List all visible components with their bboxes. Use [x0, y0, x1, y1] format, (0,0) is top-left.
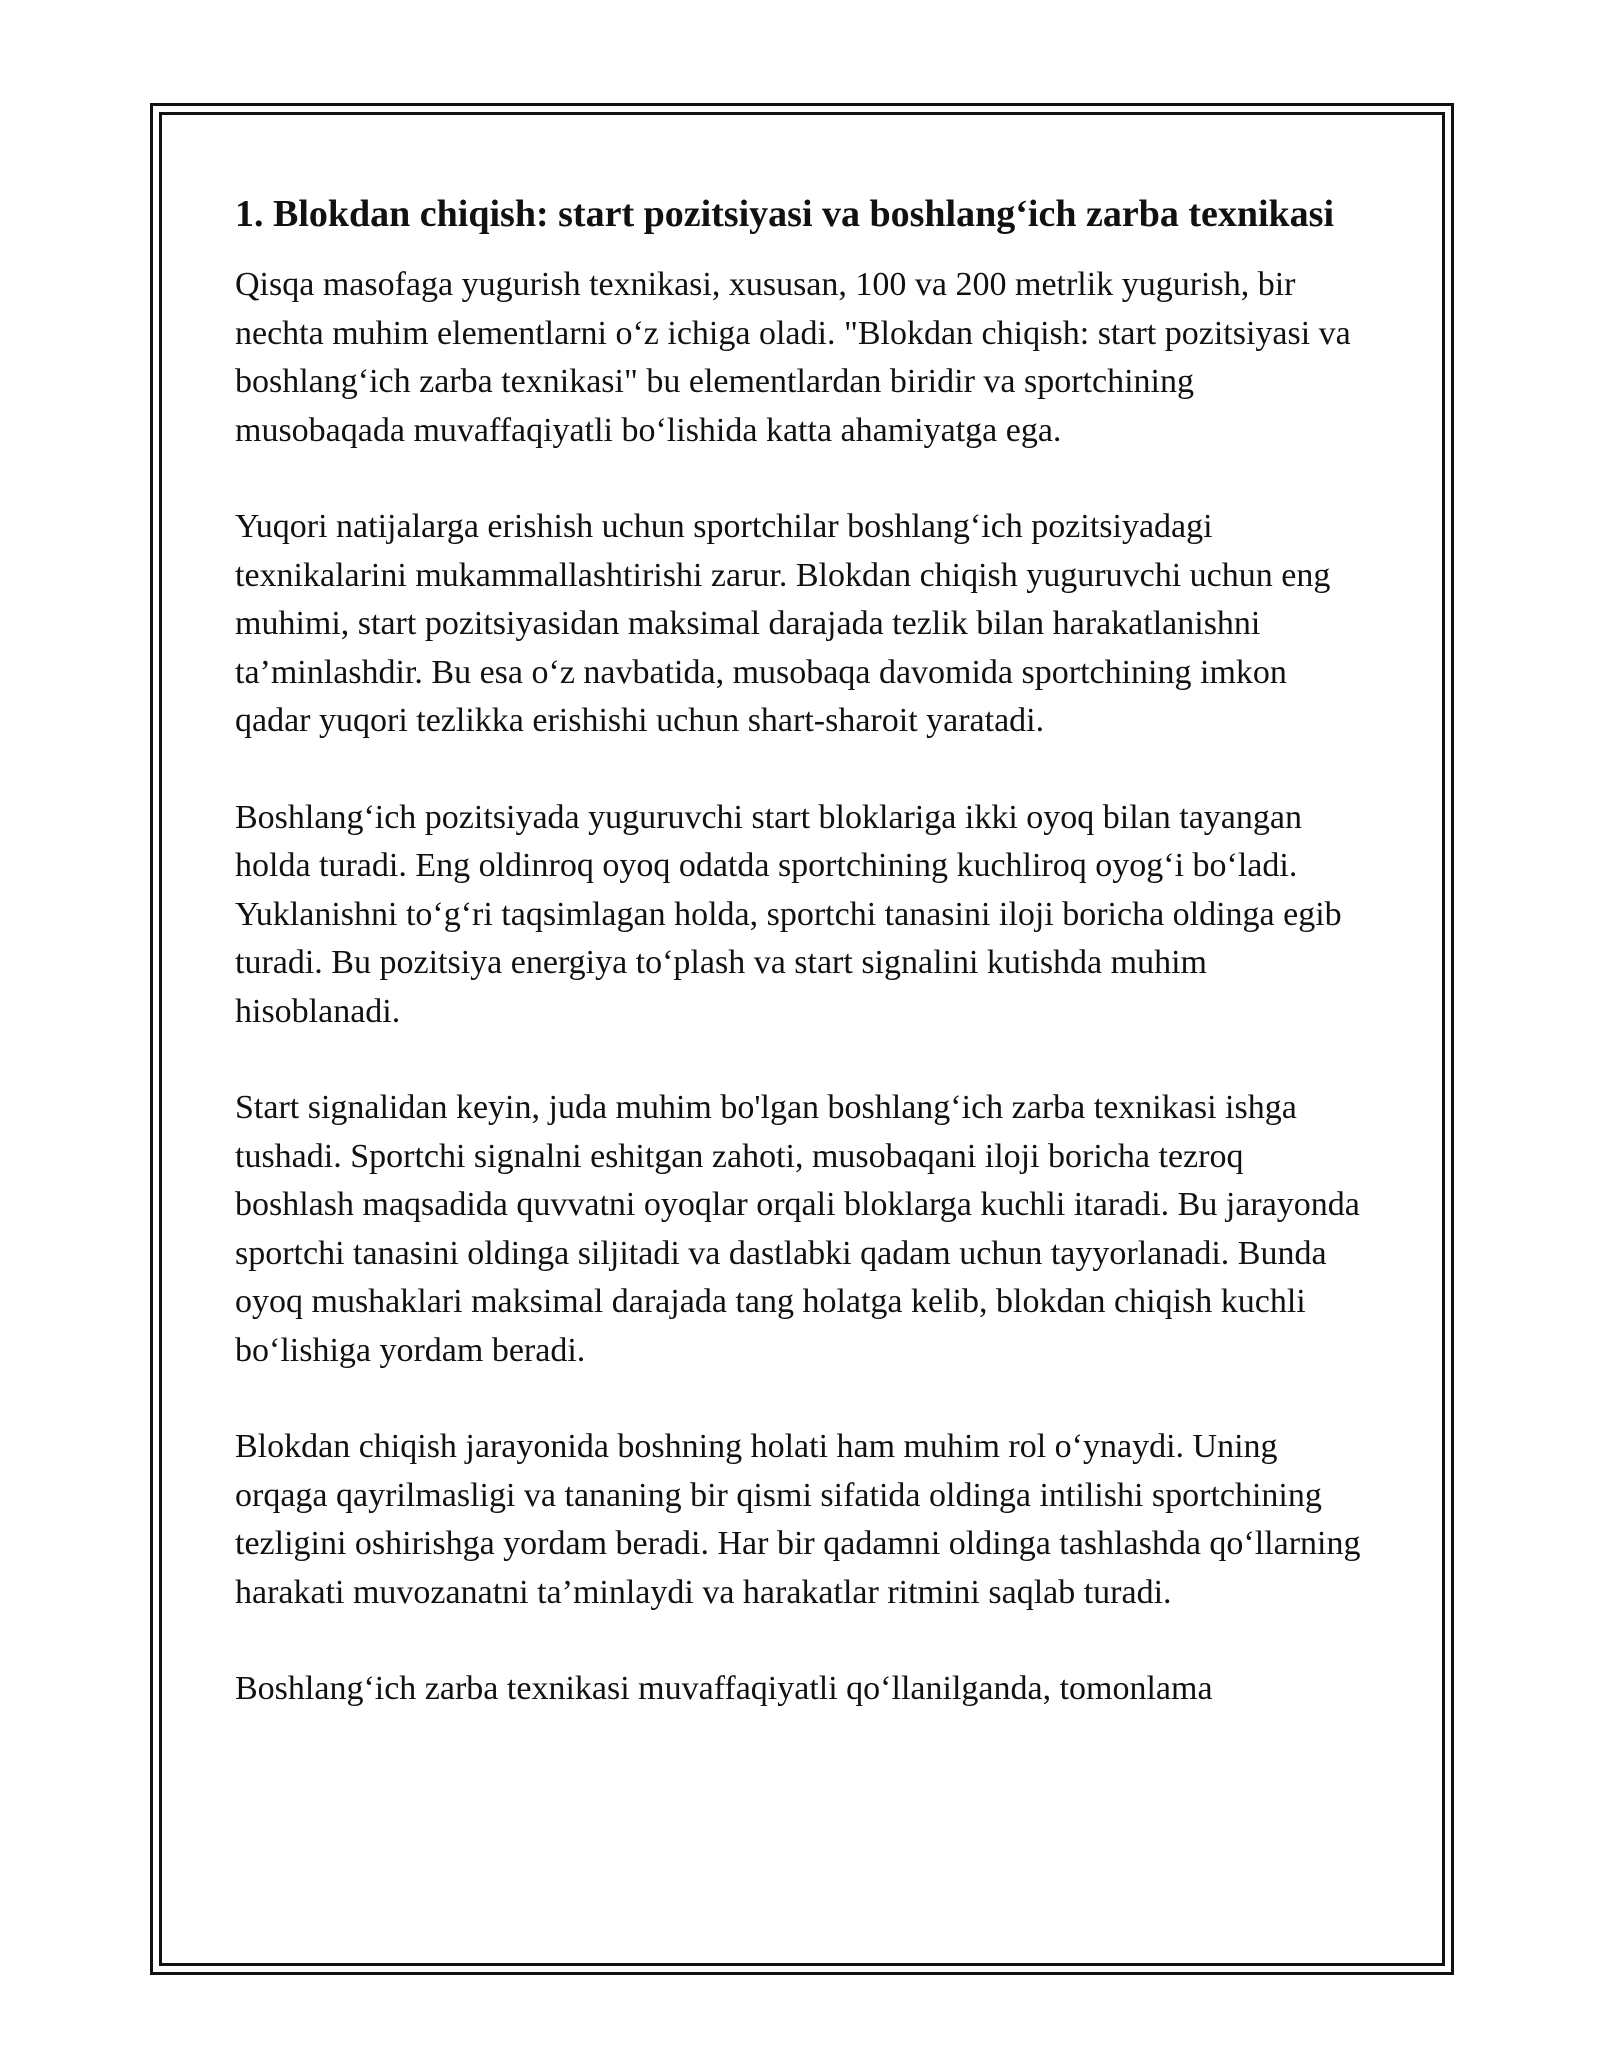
- document-body: [235, 188, 1370, 1762]
- paragraph-6: Boshlang‘ich zarba texnikasi muvaffaqiyatli qo‘llanilganda, tomonlama: [235, 1670, 1213, 1707]
- paragraph-4: Start signalidan keyin, juda muhim bo'lgan boshlang‘ich zarba texnikasi ishga tushadi. Sportchi signalni eshitgan zahoti, musobaqani iloji boricha tezroq boshlash maqsadida quvvatni oyoqlar orqali bloklarga kuchli itaradi. Bu jarayonda sportchi tanasini oldinga siljitadi va dastlabki qadam uchun tayyorlanadi. Bunda oyoq mushaklari maksimal darajada tang holatga kelib, blokdan chiqish kuchli bo‘lishiga yordam beradi.: [235, 1089, 1360, 1369]
- section-heading: 1. Blokdan chiqish: start pozitsiyasi va boshlang‘ich zarba texnikasi: [235, 193, 1335, 235]
- paragraph-5: Blokdan chiqish jarayonida boshning holati ham muhim rol o‘ynaydi. Uning orqaga qayrilmasligi va tananing bir qismi sifatida oldinga intilishi sportchining tezligini oshirishga yordam beradi. Har bir qadamni oldinga tashlashda qo‘llarning harakati muvozanatni ta’minlaydi va harakatlar ritmini saqlab turadi.: [235, 1428, 1361, 1611]
- paragraph-1: Qisqa masofaga yugurish texnikasi, xususan, 100 va 200 metrlik yugurish, bir nechta muhim elementlarni o‘z ichiga oladi. "Blokdan chiqish: start pozitsiyasi va boshlang‘ich zarba texnikasi" bu elementlardan biridir va sportchining musobaqada muvaffaqiyatli bo‘lishida katta ahamiyatga ega.: [235, 266, 1351, 449]
- paragraph-2: Yuqori natijalarga erishish uchun sportchilar boshlang‘ich pozitsiyadagi texnikalarini mukammallashtirishi zarur. Blokdan chiqish yuguruvchi uchun eng muhimi, start pozitsiyasidan maksimal darajada tezlik bilan harakatlanishni ta’minlashdir. Bu esa o‘z navbatida, musobaqa davomida sportchining imkon qadar yuqori tezlikka erishishi uchun shart-sharoit yaratadi.: [235, 508, 1331, 739]
- paragraph-3: Boshlang‘ich pozitsiyada yuguruvchi start bloklariga ikki oyoq bilan tayangan holda turadi. Eng oldinroq oyoq odatda sportchining kuchliroq oyog‘i bo‘ladi. Yuklanishni to‘g‘ri taqsimlagan holda, sportchi tanasini iloji boricha oldinga egib turadi. Bu pozitsiya energiya to‘plash va start signalini kutishda muhim hisoblanadi.: [235, 798, 1342, 1030]
